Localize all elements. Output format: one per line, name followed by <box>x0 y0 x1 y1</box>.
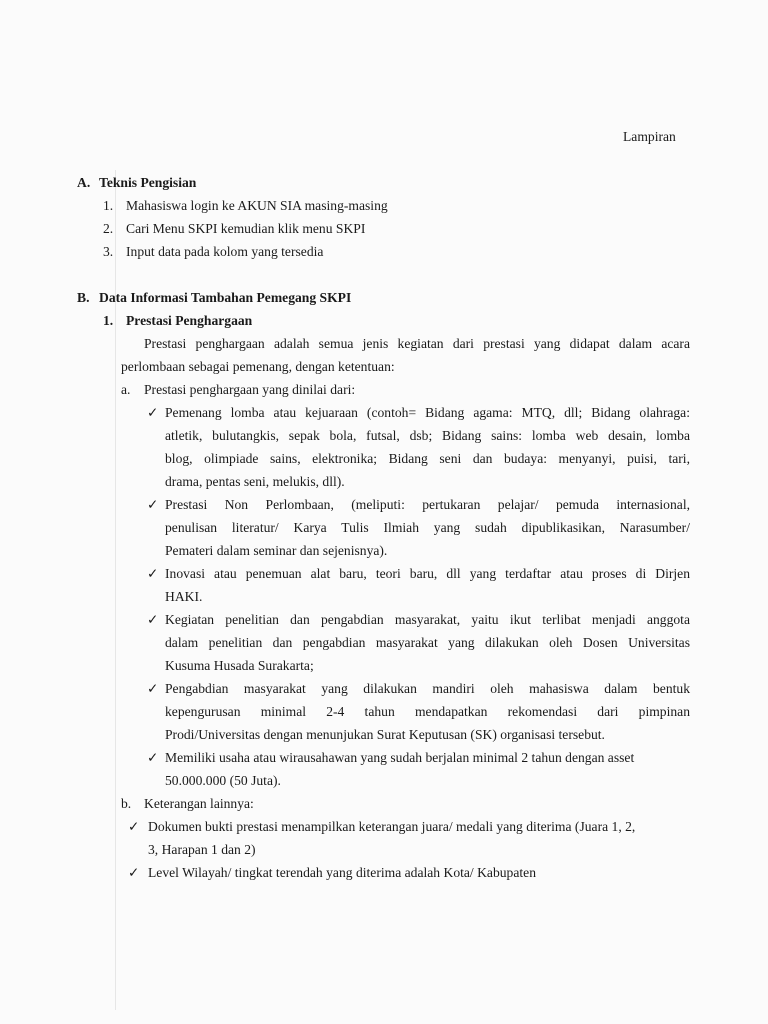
bullet-line: dalam penelitian dan pengabdian masyarakat yang dilakukan oleh Dosen Universitas <box>165 635 690 650</box>
note-line: Dokumen bukti prestasi menampilkan keterangan juara/ medali yang diterima (Juara 1, 2, <box>148 819 636 834</box>
checkmark-icon: ✓ <box>147 612 159 627</box>
list-a-title: Prestasi penghargaan yang dinilai dari: <box>144 382 356 397</box>
subsection-title: Prestasi Penghargaan <box>126 313 253 328</box>
bullet-line: kepengurusan minimal 2-4 tahun mendapatkan rekomendasi dari pimpinan <box>165 704 690 719</box>
checkmark-icon: ✓ <box>128 865 140 880</box>
checkmark-icon: ✓ <box>147 566 159 581</box>
note-line: 3, Harapan 1 dan 2) <box>148 842 256 857</box>
bullet-line: Kusuma Husada Surakarta; <box>165 658 314 673</box>
checkmark-icon: ✓ <box>147 681 159 696</box>
bullet-line: Prestasi Non Perlombaan, (meliputi: pertukaran pelajar/ pemuda internasional, <box>165 497 690 512</box>
list-b-title: Keterangan lainnya: <box>144 796 254 811</box>
bullet-line: Prodi/Universitas dengan menunjukan Surat Keputusan (SK) organisasi tersebut. <box>165 727 605 742</box>
step-number: 1. <box>103 198 114 213</box>
step-text: Mahasiswa login ke AKUN SIA masing-masing <box>126 198 388 213</box>
bullet-line: atletik, bulutangkis, sepak bola, futsal, dsb; Bidang sains: lomba web desain, lomba <box>165 428 690 443</box>
attachment-label: Lampiran <box>623 129 676 144</box>
bullet-line: Memiliki usaha atau wirausahawan yang sudah berjalan minimal 2 tahun dengan asset <box>165 750 635 765</box>
bullet-line: Inovasi atau penemuan alat baru, teori baru, dll yang terdaftar atau proses di Dirjen <box>165 566 690 581</box>
step-text: Input data pada kolom yang tersedia <box>126 244 324 259</box>
bullet-line: blog, olimpiade sains, elektronika; Bidang seni dan budaya: menyanyi, puisi, tari, <box>165 451 690 466</box>
section-a-title: Teknis Pengisian <box>99 175 197 190</box>
checkmark-icon: ✓ <box>147 405 159 420</box>
list-a-letter: a. <box>121 382 131 397</box>
intro-paragraph-line: perlombaan sebagai pemenang, dengan ketentuan: <box>121 359 395 374</box>
subsection-number: 1. <box>103 313 114 328</box>
bullet-line: drama, pentas seni, melukis, dll). <box>165 474 345 489</box>
checkmark-icon: ✓ <box>147 497 159 512</box>
bullet-line: 50.000.000 (50 Juta). <box>165 773 281 788</box>
checkmark-icon: ✓ <box>147 750 159 765</box>
bullet-line: HAKI. <box>165 589 203 604</box>
note-line: Level Wilayah/ tingkat terendah yang diterima adalah Kota/ Kabupaten <box>148 865 536 880</box>
checkmark-icon: ✓ <box>128 819 140 834</box>
step-text: Cari Menu SKPI kemudian klik menu SKPI <box>126 221 366 236</box>
section-b-title: Data Informasi Tambahan Pemegang SKPI <box>99 290 352 305</box>
section-a-letter: A. <box>77 175 91 190</box>
bullet-line: Pengabdian masyarakat yang dilakukan mandiri oleh mahasiswa dalam bentuk <box>165 681 690 696</box>
step-number: 2. <box>103 221 114 236</box>
bullet-line: Pemenang lomba atau kejuaraan (contoh= Bidang agama: MTQ, dll; Bidang olahraga: <box>165 405 690 420</box>
intro-paragraph-line: Prestasi penghargaan adalah semua jenis kegiatan dari prestasi yang didapat dalam acara <box>144 336 690 351</box>
bullet-line: Kegiatan penelitian dan pengabdian masyarakat, yaitu ikut terlibat menjadi anggota <box>165 612 690 627</box>
list-b-letter: b. <box>121 796 132 811</box>
bullet-line: penulisan literatur/ Karya Tulis Ilmiah yang sudah dipublikasikan, Narasumber/ <box>165 520 690 535</box>
bullet-line: Pemateri dalam seminar dan sejenisnya). <box>165 543 388 558</box>
section-b-letter: B. <box>77 290 90 305</box>
step-number: 3. <box>103 244 114 259</box>
